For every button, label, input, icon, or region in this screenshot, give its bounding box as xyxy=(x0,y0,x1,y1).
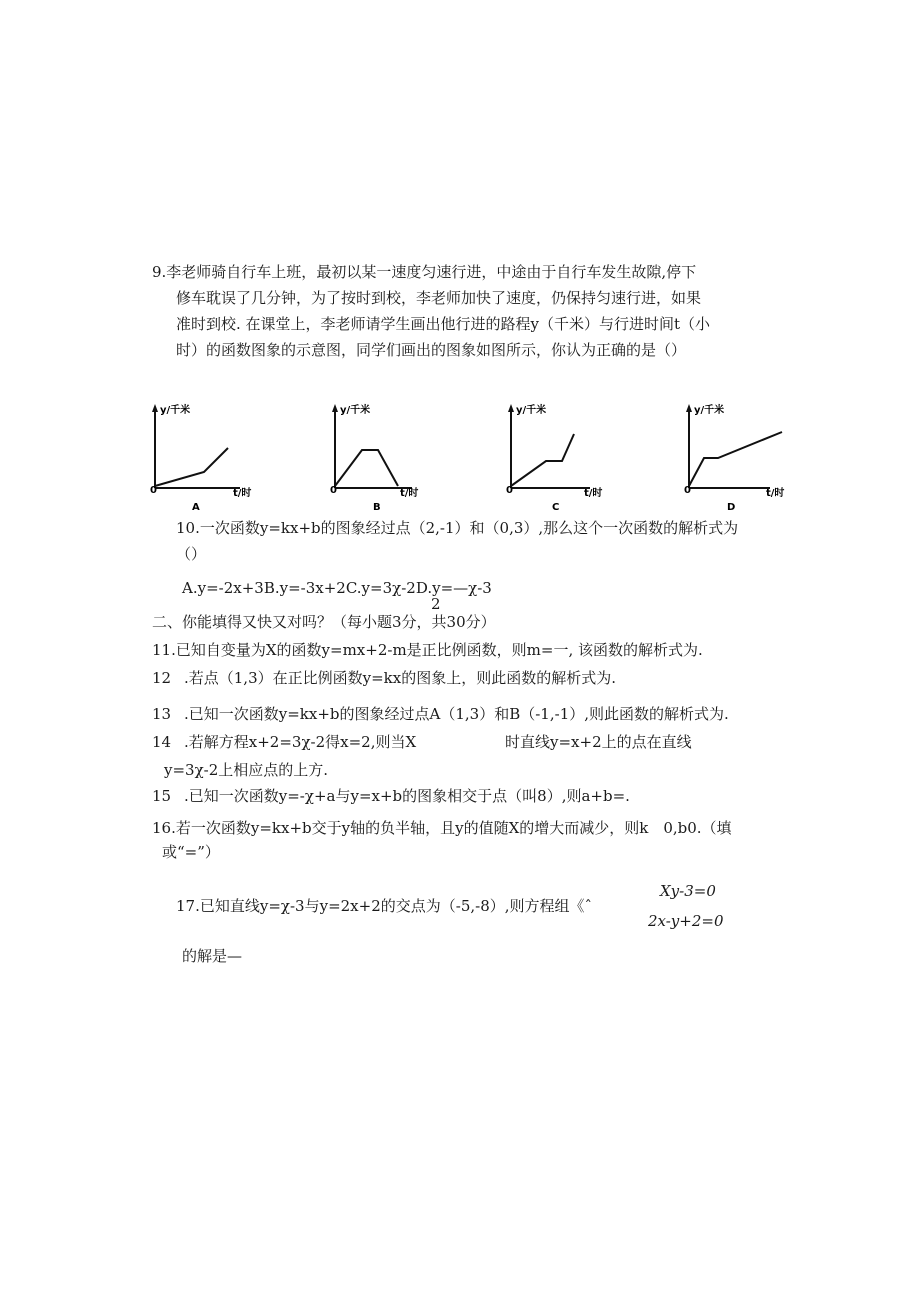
q10-choice-d-denominator: 2 xyxy=(431,595,441,613)
q9-line-1: 9.李老师骑自行车上班，最初以某一速度匀速行进，中途由于自行车发生故隙,停下 xyxy=(152,263,697,281)
q17-equation-top: Xy-3=0 xyxy=(660,882,716,900)
graph-option-a xyxy=(140,398,300,514)
origin-label: 0 xyxy=(506,485,513,496)
q13-number: 13 xyxy=(152,705,172,723)
y-axis-label: y/千米 xyxy=(694,405,725,416)
q9-line-3: 准时到校. 在课堂上，李老师请学生画出他行进的路程y（千米）与行进时间t（小 xyxy=(176,315,711,333)
graph-option-b xyxy=(320,398,480,514)
q17-text: 17.已知直线y=χ-3与y=2x+2的交点为（-5,-8）,则方程组《ˆ xyxy=(176,897,593,915)
origin-label: 0 xyxy=(150,485,157,496)
q15-text: .已知一次函数y=-χ+a与y=x+b的图象相交于点（叫8）,则a+b=. xyxy=(184,787,630,805)
y-axis-label: y/千米 xyxy=(340,405,371,416)
graph-d-line xyxy=(689,432,782,486)
q9-line-2: 修车耽误了几分钟，为了按时到校，李老师加快了速度，仍保持匀速行进，如果 xyxy=(176,289,702,307)
graph-b-line xyxy=(335,450,398,486)
graph-a-line xyxy=(155,448,228,486)
q14-text-a: .若解方程x+2=3χ-2得x=2,则当X xyxy=(184,733,417,751)
graph-a-caption: A xyxy=(192,502,200,513)
graph-option-c xyxy=(496,398,656,514)
q12-text: .若点（1,3）在正比例函数y=kx的图象上，则此函数的解析式为. xyxy=(184,669,616,687)
q14-number: 14 xyxy=(152,733,172,751)
graph-c-line xyxy=(511,434,574,486)
y-axis-arrow xyxy=(332,404,338,412)
origin-label: 0 xyxy=(330,485,337,496)
x-axis-label: t/时 xyxy=(584,488,603,499)
graph-option-d xyxy=(674,398,834,514)
section-2-heading: 二、你能填得又快又对吗？（每小题3分，共30分） xyxy=(152,613,496,631)
q15-number: 15 xyxy=(152,787,172,805)
q10-line-1: 10.一次函数y=kx+b的图象经过点（2,-1）和（0,3）,那么这个一次函数的解析式为 xyxy=(176,519,739,537)
q16-line-1: 16.若一次函数y=kx+b交于y轴的负半轴，且y的值随X的增大而减少，则k 0,b0.（填 xyxy=(152,819,732,837)
graph-b-caption: B xyxy=(373,502,381,513)
q10-line-2: （） xyxy=(176,545,207,563)
x-axis-label: t/时 xyxy=(400,488,419,499)
y-axis-label: y/千米 xyxy=(516,405,547,416)
y-axis-arrow xyxy=(508,404,514,412)
q9-line-4: 时）的函数图象的示意图，同学们画出的图象如图所示，你认为正确的是（） xyxy=(176,341,687,359)
y-axis-arrow xyxy=(686,404,692,412)
q13-text: .已知一次函数y=kx+b的图象经过点A（1,3）和B（-1,-1）,则此函数的解析式为. xyxy=(184,705,729,723)
x-axis-label: t/时 xyxy=(233,488,252,499)
q17-answer-line: 的解是— xyxy=(182,947,243,965)
q14-text-b: 时直线y=x+2上的点在直线 xyxy=(505,733,692,751)
q17-equation-bottom: 2x-y+2=0 xyxy=(648,912,724,930)
origin-label: 0 xyxy=(684,485,691,496)
q10-choices: A.y=-2x+3B.y=-3x+2C.y=3χ-2D.y=—χ-3 xyxy=(182,579,492,597)
q14-line-2: y=3χ-2上相应点的上方. xyxy=(164,761,329,779)
y-axis-label: y/千米 xyxy=(160,405,191,416)
q12-number: 12 xyxy=(152,669,172,687)
q16-line-2: 或“=”） xyxy=(162,843,220,861)
y-axis-arrow xyxy=(152,404,158,412)
graph-c-caption: C xyxy=(552,502,560,513)
x-axis-label: t/时 xyxy=(766,488,785,499)
q11-text: 11.已知自变量为X的函数y=mx+2-m是正比例函数，则m=一, 该函数的解析式为. xyxy=(152,641,703,659)
graph-d-caption: D xyxy=(727,502,736,513)
